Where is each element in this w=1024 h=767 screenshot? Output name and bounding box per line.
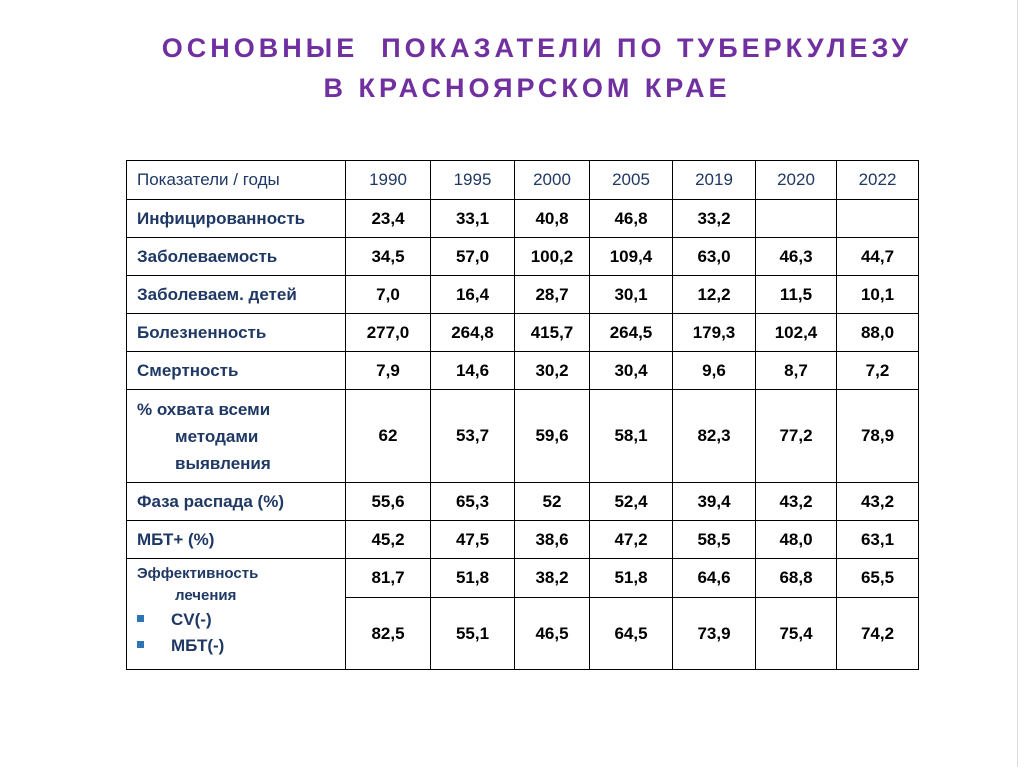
- table-cell: 45,2: [346, 521, 431, 559]
- efficiency-sub-label: МБТ(-): [171, 636, 225, 655]
- table-cell: 74,2: [837, 598, 919, 670]
- header-label: Показатели / годы: [127, 161, 346, 200]
- tb-indicators-table: [126, 160, 919, 670]
- row-label-coverage: [127, 390, 346, 483]
- table-cell: 44,7: [837, 238, 919, 276]
- table-cell: 51,8: [590, 559, 673, 598]
- slide-edge: [1017, 0, 1018, 767]
- table-cell: 55,6: [346, 483, 431, 521]
- year-header: 2019: [673, 161, 756, 200]
- year-header: 2000: [515, 161, 590, 200]
- table-cell: 52: [515, 483, 590, 521]
- row-label: Фаза распада (%): [127, 483, 346, 521]
- efficiency-label-block: [137, 563, 341, 659]
- table-header-row: [127, 161, 919, 200]
- table-cell: 65,5: [837, 559, 919, 598]
- table-cell: 55,1: [431, 598, 515, 670]
- table-row-children: [127, 276, 919, 314]
- table-cell: 16,4: [431, 276, 515, 314]
- table-cell: 30,1: [590, 276, 673, 314]
- title-line-2: В КРАСНОЯРСКОМ КРАЕ: [323, 73, 731, 103]
- coverage-label-line: выявления: [175, 453, 271, 473]
- row-label: Заболеваем. детей: [127, 276, 346, 314]
- year-header: 1995: [431, 161, 515, 200]
- table-cell: 51,8: [431, 559, 515, 598]
- table-cell: 415,7: [515, 314, 590, 352]
- row-label: Инфицированность: [127, 200, 346, 238]
- table-cell: 48,0: [756, 521, 837, 559]
- table-cell: 63,0: [673, 238, 756, 276]
- slide-title: [0, 28, 1024, 108]
- table-cell: 46,5: [515, 598, 590, 670]
- table-cell: 7,2: [837, 352, 919, 390]
- table-row-decay-phase: [127, 483, 919, 521]
- table-cell: [837, 200, 919, 238]
- table-row-incidence: [127, 238, 919, 276]
- table-cell: 23,4: [346, 200, 431, 238]
- table-cell: 46,3: [756, 238, 837, 276]
- table-cell: 7,0: [346, 276, 431, 314]
- table-cell: 11,5: [756, 276, 837, 314]
- table-cell: 39,4: [673, 483, 756, 521]
- table-cell: 264,8: [431, 314, 515, 352]
- table-cell: 59,6: [515, 390, 590, 483]
- table-cell: 68,8: [756, 559, 837, 598]
- row-label-efficiency: [127, 559, 346, 670]
- table-cell: 64,5: [590, 598, 673, 670]
- table-cell: 43,2: [837, 483, 919, 521]
- table-cell: 109,4: [590, 238, 673, 276]
- row-label: Заболеваемость: [127, 238, 346, 276]
- table-cell: 77,2: [756, 390, 837, 483]
- efficiency-sub-item: [137, 607, 341, 633]
- table-cell: 65,3: [431, 483, 515, 521]
- coverage-label-line: % охвата всеми: [137, 399, 271, 419]
- table-cell: 81,7: [346, 559, 431, 598]
- table-cell: 47,5: [431, 521, 515, 559]
- coverage-label-line: методами: [175, 426, 259, 446]
- table-row-coverage: [127, 390, 919, 483]
- table-cell: 82,5: [346, 598, 431, 670]
- table-cell: 34,5: [346, 238, 431, 276]
- table-row-mortality: [127, 352, 919, 390]
- table-cell: 58,1: [590, 390, 673, 483]
- table-cell: 33,1: [431, 200, 515, 238]
- table-cell: 33,2: [673, 200, 756, 238]
- table-row-infection: [127, 200, 919, 238]
- table-cell: 14,6: [431, 352, 515, 390]
- table-cell: 179,3: [673, 314, 756, 352]
- row-label: МБТ+ (%): [127, 521, 346, 559]
- table-cell: 38,2: [515, 559, 590, 598]
- table-cell: 88,0: [837, 314, 919, 352]
- table-row-prevalence: [127, 314, 919, 352]
- table-cell: 9,6: [673, 352, 756, 390]
- row-label: Смертность: [127, 352, 346, 390]
- table-cell: [756, 200, 837, 238]
- table-cell: 8,7: [756, 352, 837, 390]
- row-label: Болезненность: [127, 314, 346, 352]
- title-line-1: ОСНОВНЫЕ ПОКАЗАТЕЛИ ПО ТУБЕРКУЛЕЗУ: [161, 33, 913, 63]
- year-header: 2020: [756, 161, 837, 200]
- table-cell: 78,9: [837, 390, 919, 483]
- square-bullet-icon: [137, 615, 144, 622]
- square-bullet-icon: [137, 641, 144, 648]
- table-cell: 64,6: [673, 559, 756, 598]
- table-cell: 7,9: [346, 352, 431, 390]
- table-cell: 52,4: [590, 483, 673, 521]
- table-cell: 53,7: [431, 390, 515, 483]
- table-cell: 82,3: [673, 390, 756, 483]
- year-header: 1990: [346, 161, 431, 200]
- table-cell: 10,1: [837, 276, 919, 314]
- table-cell: 30,4: [590, 352, 673, 390]
- table-cell: 28,7: [515, 276, 590, 314]
- table-cell: 73,9: [673, 598, 756, 670]
- table-cell: 277,0: [346, 314, 431, 352]
- year-header: 2005: [590, 161, 673, 200]
- table-cell: 57,0: [431, 238, 515, 276]
- efficiency-sub-item: [137, 633, 341, 659]
- table-cell: 43,2: [756, 483, 837, 521]
- table-cell: 58,5: [673, 521, 756, 559]
- efficiency-sub-label: CV(-): [171, 610, 212, 629]
- table-cell: 102,4: [756, 314, 837, 352]
- table-cell: 12,2: [673, 276, 756, 314]
- table-cell: 100,2: [515, 238, 590, 276]
- table-cell: 38,6: [515, 521, 590, 559]
- efficiency-label-line: лечения: [175, 587, 237, 604]
- table-cell: 40,8: [515, 200, 590, 238]
- table-cell: 62: [346, 390, 431, 483]
- table-cell: 30,2: [515, 352, 590, 390]
- table-cell: 46,8: [590, 200, 673, 238]
- efficiency-label-line: Эффективность: [137, 565, 259, 582]
- table-cell: 75,4: [756, 598, 837, 670]
- table-cell: 63,1: [837, 521, 919, 559]
- table-row-mbt-positive: [127, 521, 919, 559]
- year-header: 2022: [837, 161, 919, 200]
- table-cell: 47,2: [590, 521, 673, 559]
- table-row-efficiency-cv: [127, 559, 919, 598]
- table-cell: 264,5: [590, 314, 673, 352]
